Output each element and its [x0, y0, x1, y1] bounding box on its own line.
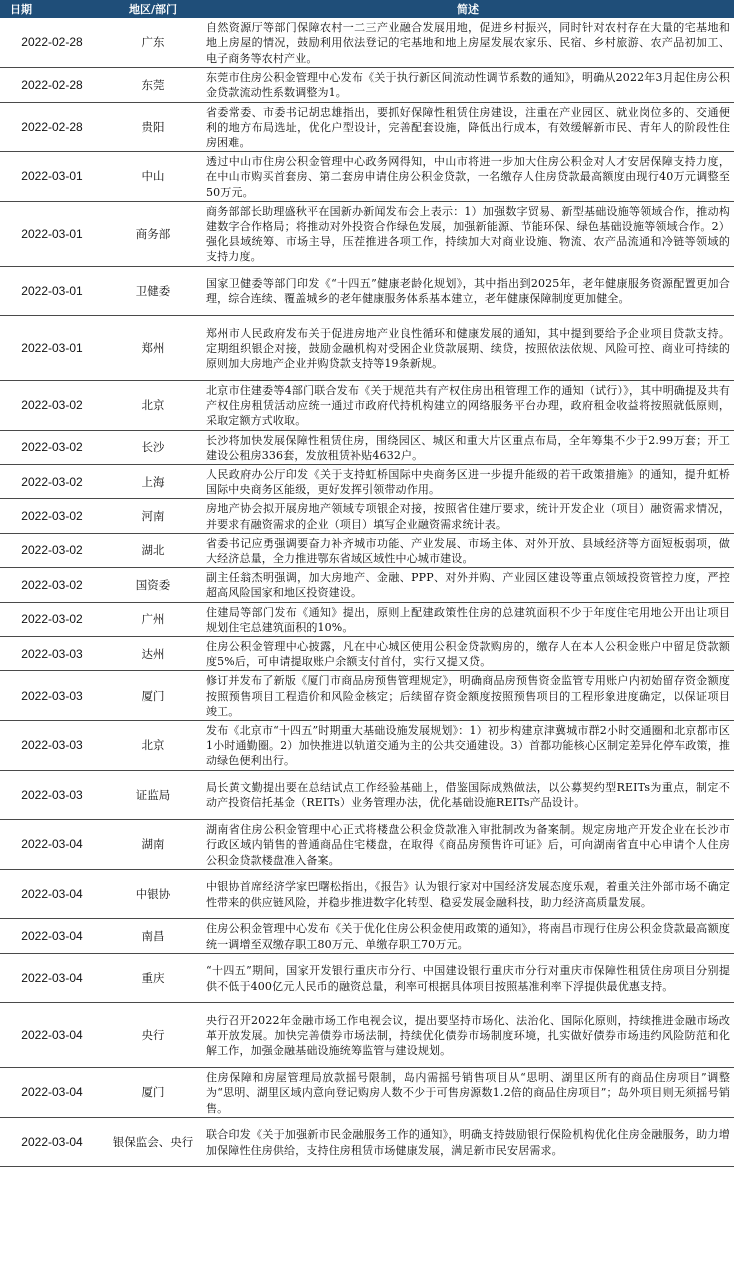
row-region: 厦门 — [141, 1085, 165, 1100]
table-row — [0, 68, 734, 102]
header-row — [0, 0, 734, 18]
table-row — [0, 1003, 734, 1068]
table-row — [0, 720, 734, 770]
table-row — [0, 919, 734, 953]
header-region: 地区/部门 — [128, 3, 178, 16]
table-body — [0, 18, 734, 1167]
row-region: 银保监会、央行 — [112, 1134, 194, 1149]
row-region: 北京 — [141, 738, 165, 753]
row-date: 2022-03-02 — [21, 508, 83, 523]
row-region: 中银协 — [135, 886, 171, 901]
row-date: 2022-03-02 — [21, 398, 83, 413]
row-region: 南昌 — [141, 928, 165, 943]
row-date: 2022-03-03 — [21, 646, 83, 661]
row-date: 2022-03-03 — [21, 738, 83, 753]
table-row — [0, 102, 734, 152]
table-row — [0, 820, 734, 870]
row-date: 2022-03-02 — [21, 577, 83, 592]
table-row — [0, 568, 734, 602]
row-description: 北京市住建委等4部门联合发布《关于规范共有产权住房出租管理工作的通知（试行）》，其中明确提及共有产权住房租赁活动应统一通过市政府代持机构建立的网络服务平台办理，政府租金收益将按照就低原则，采取定额方式收取。 — [206, 383, 730, 428]
table-row — [0, 602, 734, 636]
table-row — [0, 869, 734, 919]
row-region: 湖南 — [141, 837, 165, 852]
row-region: 上海 — [141, 474, 165, 489]
row-region: 贵阳 — [141, 119, 165, 134]
row-region: 国资委 — [135, 577, 171, 592]
row-date: 2022-03-04 — [21, 928, 83, 943]
table-row — [0, 1068, 734, 1118]
row-date: 2022-03-01 — [21, 283, 83, 298]
table-row — [0, 671, 734, 721]
row-description: 长沙将加快发展保障性租赁住房，围绕园区、城区和重大片区重点布局，全年筹集不少于2.99万套；开工建设公租房336套，发放租赁补贴4632户。 — [206, 433, 730, 462]
table-row — [0, 18, 734, 68]
row-description: “十四五”期间，国家开发银行重庆市分行、中国建设银行重庆市分行对重庆市保障性租赁住房项目分别提供不低于400亿元人民币的融资总量，利率可根据具体项目按照基准利率下浮提供最优惠支持。 — [206, 964, 730, 993]
table-row — [0, 201, 734, 266]
row-region: 郑州 — [141, 340, 165, 355]
row-date: 2022-02-28 — [21, 35, 83, 50]
row-region: 湖北 — [141, 543, 165, 558]
row-date: 2022-03-03 — [21, 787, 83, 802]
table-row — [0, 464, 734, 498]
row-description: 局长黄文勤提出要在总结试点工作经验基础上，借鉴国际成熟做法，以公募契约型REITs为重点，制定不动产投资信托基金（REITs）业务管理办法，优化基础设施REITs产品设计。 — [206, 781, 730, 810]
row-description: 房地产协会拟开展房地产领域专项银企对接，按照省住建厅要求，统计开发企业（项目）融资需求情况，并要求有融资需求的企业（项目）填写企业融资需求统计表。 — [206, 502, 730, 531]
row-region: 东莞 — [141, 77, 165, 92]
table-row — [0, 152, 734, 202]
row-date: 2022-02-28 — [21, 119, 83, 134]
row-description: 发布《北京市“十四五”时期重大基础设施发展规划》：1）初步构建京津冀城市群2小时交通圈和北京都市区1小时通勤圈。2）加快推进以轨道交通为主的公共交通建设。3）首都功能核心区制定差异化停车政策，推动绿色便利出行。 — [206, 723, 730, 768]
row-date: 2022-03-03 — [21, 688, 83, 703]
row-region: 达州 — [141, 646, 165, 661]
row-date: 2022-03-04 — [21, 1085, 83, 1100]
row-region: 央行 — [141, 1028, 165, 1043]
row-date: 2022-03-02 — [21, 440, 83, 455]
header-date: 日期 — [10, 3, 32, 16]
row-description: 住建局等部门发布《通知》提出，原则上配建政策性住房的总建筑面积不少于年度住宅用地公开出让项目规划住宅总建筑面积的10%。 — [206, 605, 730, 634]
row-date: 2022-03-04 — [21, 837, 83, 852]
row-description: 商务部部长助理盛秋平在国新办新闻发布会上表示：1）加强数字贸易、新型基础设施等领域合作，推动构建数字合作格局；将推动对外投资合作绿色发展，加强新能源、节能环保、绿色基础设施等领域合作。2）强化县域统筹、市场主导，压茬推进各项工作，持续加大对商业设施、物流、农产品流通和冷链等领域的支持力度。 — [206, 204, 730, 264]
table-row — [0, 380, 734, 430]
row-date: 2022-03-01 — [21, 226, 83, 241]
row-description: 国家卫健委等部门印发《“十四五”健康老龄化规划》，其中指出到2025年，老年健康服务资源配置更加合理，综合连续、覆盖城乡的老年健康服务体系基本建立，老年健康保障制度更加健全。 — [206, 277, 730, 306]
row-description: 东莞市住房公积金管理中心发布《关于执行新区间流动性调节系数的通知》，明确从2022年3月起住房公积金贷款流动性系数调整为1。 — [206, 71, 730, 100]
table-row — [0, 533, 734, 567]
row-region: 广东 — [141, 35, 165, 50]
row-description: 住房公积金管理中心披露，凡在中心城区使用公积金贷款购房的，缴存人在本人公积金账户中留足贷款额度5%后，可申请提取账户余额支付首付，实行又提又贷。 — [206, 639, 730, 669]
table-row — [0, 770, 734, 820]
row-description: 副主任翁杰明强调，加大房地产、金融、PPP、对外并购、产业园区建设等重点领域投资管控力度，严控超高风险国家和地区投资建设。 — [206, 571, 730, 600]
row-description: 住房保障和房屋管理局放款摇号限制，岛内需摇号销售项目从“思明、湖里区所有的商品住房项目”调整为“思明、湖里区域内意向登记购房人数不少于可售房源数1.2倍的商品住房项目”；岛外项目则无须摇号销售。 — [206, 1071, 730, 1115]
table-row — [0, 499, 734, 533]
table-row — [0, 316, 734, 381]
row-date: 2022-03-04 — [21, 970, 83, 985]
row-description: 省委书记应勇强调要奋力补齐城市功能、产业发展、市场主体、对外开放、县域经济等方面短板弱项，做大经济总量，全力推进鄂东省域区域性中心城市建设。 — [206, 536, 730, 565]
table-row — [0, 1117, 734, 1167]
row-description: 联合印发《关于加强新市民金融服务工作的通知》，明确支持鼓励银行保险机构优化住房金融服务，助力增加保障性住房供给，支持住房租赁市场健康发展，满足新市民安居需求。 — [206, 1128, 730, 1157]
row-description: 住房公积金管理中心发布《关于优化住房公积金使用政策的通知》，将南昌市现行住房公积金贷款最高额度统一调增至双缴存职工80万元、单缴存职工70万元。 — [206, 922, 730, 951]
row-description: 省委常委、市委书记胡忠雄指出，要抓好保障性租赁住房建设，注重在产业园区、就业岗位多的、交通便利的地方布局选址，优化户型设计，完善配套设施，降低出行成本，有效缓解新市民、青年人的阶段性住房困难。 — [206, 105, 730, 149]
row-region: 北京 — [141, 398, 165, 413]
row-description: 透过中山市住房公积金管理中心政务网得知，中山市将进一步加大住房公积金对人才安居保障支持力度，在中山市购买首套房、第二套房申请住房公积金贷款，一名缴存人住房贷款最高额度由现行40万元调整至50万元。 — [206, 155, 730, 199]
row-date: 2022-03-02 — [21, 474, 83, 489]
row-region: 商务部 — [135, 226, 171, 241]
row-description: 央行召开2022年金融市场工作电视会议，提出要坚持市场化、法治化、国际化原则，持续推进金融市场改革开放发展。加快完善债券市场法制，持续优化债券市场制度环境，扎实做好债券市场违约风险防范和化解工作，加强金融基础设施统筹监管与建设规划。 — [206, 1013, 730, 1058]
row-description: 中银协首席经济学家巴曙松指出，《报告》认为银行家对中国经济发展态度乐观，着重关注外部市场不确定性带来的供应链风险，并稳步推进数字化转型、稳妥发展金融科技，助力经济高质量发展。 — [206, 880, 730, 909]
row-region: 证监局 — [135, 787, 171, 802]
row-region: 卫健委 — [135, 283, 171, 298]
row-region: 厦门 — [141, 688, 165, 703]
row-description: 湖南省住房公积金管理中心正式将楼盘公积金贷款准入审批制改为备案制。规定房地产开发企业在长沙市行政区域内销售的普通商品住宅楼盘，在取得《商品房预售许可证》后，可向湖南省直中心申请个人住房公积金贷款楼盘准入备案。 — [206, 823, 730, 867]
row-description: 自然资源厅等部门保障农村一二三产业融合发展用地，促进乡村振兴，同时针对农村存在大量的宅基地和地上房屋的情况，鼓励利用依法登记的宅基地和地上房屋发展农家乐、民宿、乡村旅游、农产品初加工、电子商务等农村产业。 — [206, 21, 730, 65]
row-region: 长沙 — [141, 440, 165, 455]
table-row — [0, 953, 734, 1003]
row-date: 2022-03-04 — [21, 886, 83, 901]
row-date: 2022-03-02 — [21, 543, 83, 558]
row-date: 2022-03-01 — [21, 340, 83, 355]
row-region: 广州 — [141, 612, 165, 627]
header-description: 简述 — [457, 3, 479, 16]
row-region: 重庆 — [141, 970, 165, 985]
row-date: 2022-03-02 — [21, 612, 83, 627]
row-date: 2022-03-04 — [21, 1134, 83, 1149]
table-row — [0, 636, 734, 670]
row-description: 修订并发布了新版《厦门市商品房预售管理规定》，明确商品房预售资金监管专用账户内初始留存资金额度按照预售项目工程造价和风险金核定；后续留存资金额度按照预售项目的工程形象进度确定，以保证项目竣工。 — [206, 674, 730, 718]
row-description: 郑州市人民政府发布关于促进房地产业良性循环和健康发展的通知，其中提到要给予企业项目贷款支持。定期组织银企对接，鼓励金融机构对受困企业贷款展期、续贷，按照依法依规、风险可控、商业可持续的原则加大房地产企业并购贷款支持等19条新规。 — [206, 326, 730, 371]
row-region: 中山 — [141, 169, 165, 184]
table-row — [0, 430, 734, 464]
table-row — [0, 266, 734, 316]
row-date: 2022-03-01 — [21, 169, 83, 184]
table-header — [0, 0, 734, 18]
row-date: 2022-03-04 — [21, 1028, 83, 1043]
row-date: 2022-02-28 — [21, 77, 83, 92]
row-description: 人民政府办公厅印发《关于支持虹桥国际中央商务区进一步提升能级的若干政策措施》的通知，提升虹桥国际中央商务区能级，更好发挥引领带动作用。 — [206, 467, 730, 497]
row-region: 河南 — [141, 508, 165, 523]
